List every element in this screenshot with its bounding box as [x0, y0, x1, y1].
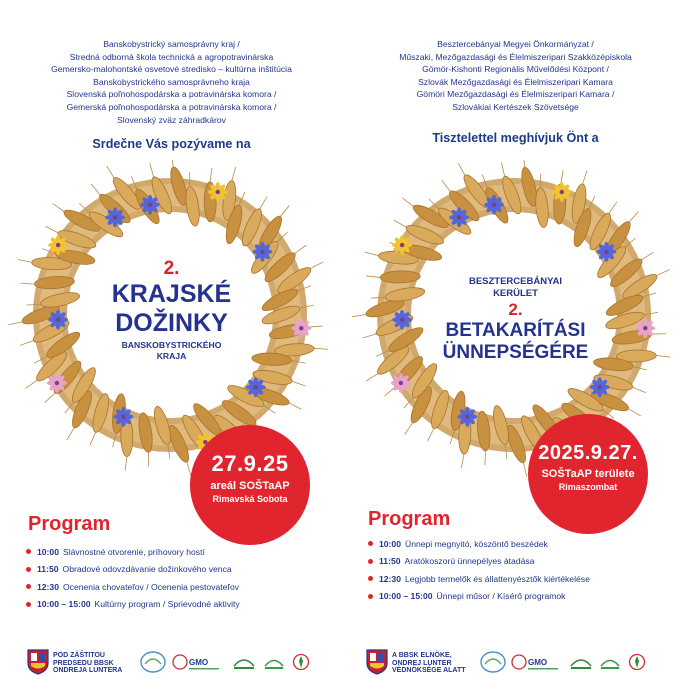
szz-logo-icon: [628, 651, 646, 673]
program-item: [26, 561, 240, 579]
program-time: 11:50: [379, 556, 401, 567]
organizer-line: Gemerská poľnohospodárska a potravinárska komora /: [66, 101, 277, 112]
program-item: [368, 553, 590, 571]
organizer-line: Műszaki, Mezőgazdasági és Élelmiszeripari Szakközépiskola: [399, 51, 632, 62]
program-text: Ocenenia chovateľov / Ocenenia pestovateľov: [62, 581, 240, 592]
flower: [392, 235, 412, 255]
event-city: Rimavská Sobota: [212, 494, 288, 504]
event-date: 27.9.25: [211, 451, 289, 476]
event-title-line3: ÜNNEPSÉGÉRE: [442, 342, 589, 363]
program-text: Ünnepi megnyitó, köszöntő beszédek: [404, 538, 548, 549]
gmo-logo-icon: [511, 650, 561, 674]
flower: [246, 377, 266, 397]
organizer-line: Stredná odborná škola technická a agropotravinárska: [69, 51, 274, 62]
event-venue: SOŠTaAP területe: [541, 468, 635, 480]
flower: [391, 373, 411, 393]
flower: [457, 407, 477, 427]
event-number: 2.: [508, 300, 523, 319]
patron-line: PREDSEDU BBSK: [53, 659, 114, 667]
flower: [552, 182, 572, 202]
event-title-line1: KRAJSKÉ: [111, 280, 232, 308]
bbsk-crest-icon: [27, 649, 49, 675]
bullet-icon: [368, 541, 373, 546]
program-text: Legjobb termelők és állattenyésztők kiértékelése: [404, 573, 590, 584]
invitation-hungarian: [344, 0, 687, 700]
program-text: Slávnostné otvorenie, príhovory hostí: [62, 546, 205, 557]
event-title-line2: BETAKARÍTÁSI: [445, 320, 586, 341]
footer: [0, 642, 343, 682]
spapk-logo-icon: [231, 652, 257, 672]
organizer-line: Szlovákiai Kertészek Szövetsége: [452, 101, 579, 112]
footer: [344, 642, 687, 682]
svg-text:GMO: GMO: [528, 658, 548, 667]
program-time: 10:00 – 15:00: [379, 591, 433, 602]
program-item: [26, 543, 240, 561]
program-text: Aratókoszorú ünnepélyes átadása: [404, 556, 535, 567]
invite-text: Tisztelettel meghívjuk Önt a: [432, 131, 599, 145]
flower: [105, 207, 125, 227]
flower: [47, 373, 67, 393]
program-time: 11:50: [37, 564, 59, 575]
patron-line: VÉDNÖKSÉGE ALATT: [392, 667, 466, 675]
event-title-line0: BESZTERCEBÁNYAI: [468, 276, 563, 287]
bullet-icon: [26, 567, 31, 572]
program-time: 12:30: [37, 581, 59, 592]
organizers-list: [0, 38, 343, 126]
patron-line: ONDREJ LUNTER: [392, 659, 452, 667]
event-date: 2025.9.27.: [538, 442, 638, 464]
organizer-line: Szlovák Mezőgazdasági és Élelmiszeripari Kamara: [418, 76, 613, 87]
date-badge: [528, 414, 648, 534]
program-time: 10:00: [379, 538, 401, 549]
patron-line: ONDREJA LUNTERA: [53, 667, 123, 675]
event-title-line1: KERÜLET: [493, 288, 538, 299]
organizer-line: Gömöri Mezőgazdasági és Élelmiszeripari Kamara /: [416, 89, 615, 100]
flower: [208, 182, 228, 202]
bullet-icon: [368, 594, 373, 599]
program-time: 10:00 – 15:00: [37, 599, 91, 610]
program-item: [368, 570, 590, 588]
program-item: [368, 588, 590, 606]
event-title-line2: DOŽINKY: [115, 309, 228, 337]
patron-text: [392, 652, 466, 675]
gppk-logo-icon: [598, 652, 622, 672]
event-venue: areál SOŠTaAP: [210, 480, 290, 492]
program-time: 10:00: [37, 546, 59, 557]
oval-logo-icon: [139, 649, 167, 675]
organizer-line: Besztercebányai Megyei Önkormányzat /: [437, 39, 594, 49]
organizer-line: Banskobystrický samosprávny kraj /: [103, 39, 240, 49]
program-title: Program: [28, 513, 111, 535]
flower: [590, 377, 610, 397]
program-list: [368, 535, 590, 605]
organizer-line: Slovenská poľnohospodárska a potravinárska komora /: [66, 89, 277, 100]
bbsk-crest-icon: [366, 649, 388, 675]
program-time: 12:30: [379, 573, 401, 584]
organizers-list: [344, 38, 687, 114]
program-item: [26, 596, 240, 614]
szz-logo-icon: [292, 651, 310, 673]
organizer-line: Gömör-Kishonti Regionális Művelődési Központ /: [422, 64, 609, 75]
spapk-logo-icon: [568, 652, 594, 672]
patron-line: POD ZÁŠTITOU: [53, 652, 105, 659]
event-title: [0, 258, 343, 362]
program-item: [368, 535, 590, 553]
organizer-line: Slovenský zväz záhradkárov: [117, 114, 226, 125]
program-list: [26, 543, 240, 613]
event-city: Rimaszombat: [558, 482, 618, 492]
invite-text: Srdečne Vás pozývame na: [92, 137, 251, 151]
program-text: Ünnepi műsor / Kísérő programok: [436, 591, 566, 602]
program-text: Kultúrny program / Sprievodné aktivity: [94, 599, 240, 610]
patron-text: [53, 652, 122, 675]
gmo-logo-icon: [172, 650, 222, 674]
patron-line: A BBSK ELNÖKE,: [392, 652, 452, 659]
organizer-line: Banskobystrického samosprávneho kraja: [93, 76, 250, 87]
gppk-logo-icon: [262, 652, 286, 672]
bullet-icon: [26, 602, 31, 607]
program-title: Program: [368, 508, 451, 530]
svg-text:GMO: GMO: [189, 658, 209, 667]
program-item: [26, 578, 240, 596]
organizer-line: Gemersko-malohontské osvetové stredisko – kultúrna inštitúcia: [51, 64, 292, 75]
bullet-icon: [368, 576, 373, 581]
program-text: Obradové odovzdávanie dožinkového venca: [62, 564, 232, 575]
flower: [449, 207, 469, 227]
flower: [596, 242, 616, 262]
oval-logo-icon: [479, 649, 507, 675]
event-number: 2.: [163, 258, 180, 279]
bullet-icon: [26, 584, 31, 589]
event-subtitle-line1: BANSKOBYSTRICKÉHO: [121, 340, 222, 350]
invitation-slovak: [0, 0, 343, 700]
flower: [48, 235, 68, 255]
flower: [484, 195, 504, 215]
bullet-icon: [26, 549, 31, 554]
bullet-icon: [368, 559, 373, 564]
event-subtitle-line2: KRAJA: [156, 351, 187, 361]
flower: [113, 407, 133, 427]
event-title: [344, 276, 687, 364]
flower: [140, 195, 160, 215]
date-badge: [190, 425, 310, 545]
